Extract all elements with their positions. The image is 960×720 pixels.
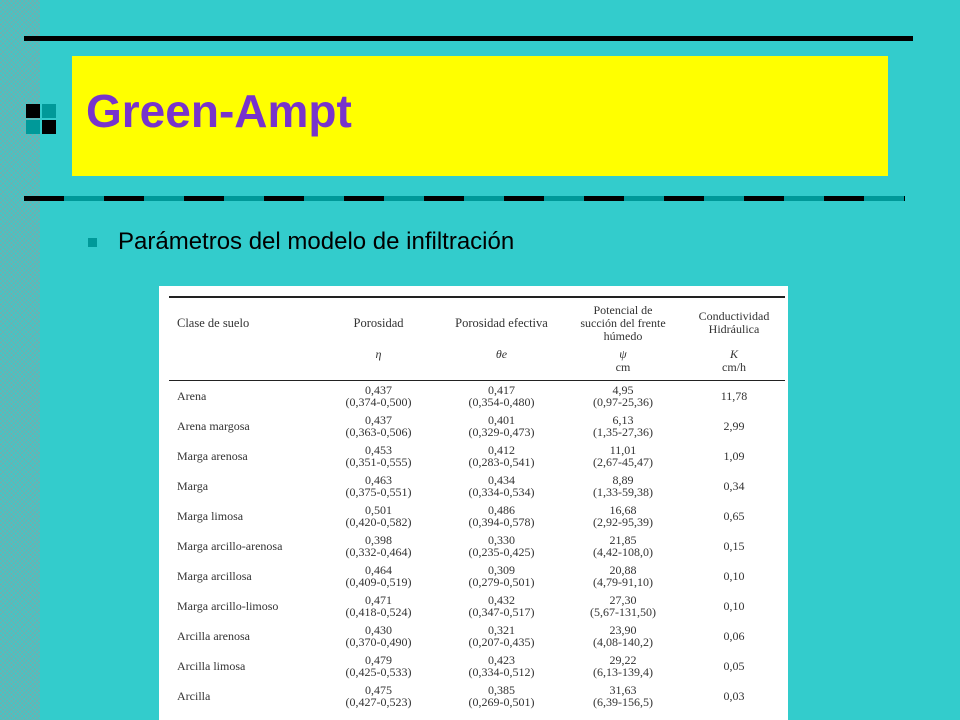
cell-conductivity: 2,99 [723,418,745,433]
cell-suction: 6,13 (1,35-27,36) [593,412,653,439]
cell-effective-porosity: 0,330 (0,235-0,425) [468,532,535,559]
cell-conductivity: 0,34 [723,478,745,493]
cell-soil-class: Marga arenosa [177,448,248,463]
cell-effective-porosity: 0,412 (0,283-0,541) [468,442,535,469]
cell-suction: 4,95 (0,97-25,36) [593,382,653,409]
cell-conductivity: 0,03 [723,688,745,703]
cell-suction: 23,90 (4,08-140,2) [593,622,653,649]
cell-effective-porosity: 0,486 (0,394-0,578) [468,502,535,529]
table-row [169,441,785,471]
cell-soil-class: Arena margosa [177,418,250,433]
cell-suction: 8,89 (1,33-59,38) [593,472,653,499]
cell-soil-class: Marga arcillo-arenosa [177,538,283,553]
cell-porosity: 0,437 (0,374-0,500) [345,382,412,409]
cell-conductivity: 0,15 [723,538,745,553]
table-row [169,531,785,561]
cell-effective-porosity: 0,309 (0,279-0,501) [468,562,535,589]
cell-porosity: 0,430 (0,370-0,490) [345,622,412,649]
cell-porosity: 0,398 (0,332-0,464) [345,532,412,559]
cell-porosity: 0,453 (0,351-0,555) [345,442,412,469]
cell-porosity: 0,437 (0,363-0,506) [345,412,412,439]
cell-suction: 16,68 (2,92-95,39) [593,502,653,529]
cell-conductivity: 0,10 [723,568,745,583]
header-conductivity: Conductividad Hidráulica [683,297,785,348]
cell-conductivity: 0,05 [723,658,745,673]
cell-suction: 29,22 (6,13-139,4) [593,652,653,679]
cell-porosity: 0,475 (0,427-0,523) [345,682,412,709]
cell-effective-porosity: 0,432 (0,347-0,517) [468,592,535,619]
symbol-conductivity: K cm/h [683,348,785,381]
table-row [169,651,785,681]
bullet-square-icon [88,238,97,247]
cell-effective-porosity: 0,417 (0,354-0,480) [468,382,535,409]
cell-porosity: 0,471 (0,418-0,524) [345,592,412,619]
slide-title: Green-Ampt [86,85,352,137]
cell-soil-class: Arcilla limosa [177,658,246,673]
table-row [169,471,785,501]
table-row [169,591,785,621]
cell-porosity: 0,464 (0,409-0,519) [345,562,412,589]
cell-suction: 21,85 (4,42-108,0) [593,532,653,559]
table-row [169,621,785,651]
header-effective-porosity: Porosidad efectiva [440,297,563,348]
symbol-effective-porosity: θe [440,348,563,381]
top-rule [24,36,913,41]
cell-effective-porosity: 0,423 (0,334-0,512) [468,652,535,679]
cell-soil-class: Arcilla [177,688,211,703]
cell-effective-porosity: 0,401 (0,329-0,473) [468,412,535,439]
cell-suction: 11,01 (2,67-45,47) [593,442,653,469]
cell-suction: 27,30 (5,67-131,50) [590,592,656,619]
dashed-divider [24,196,905,201]
cell-suction: 31,63 (6,39-156,5) [593,682,653,709]
symbol-porosity: η [317,348,440,381]
header-symbol-empty [169,348,317,381]
cell-soil-class: Marga limosa [177,508,244,523]
table-row [169,561,785,591]
cell-conductivity: 1,09 [723,448,745,463]
header-soil-class: Clase de suelo [169,297,317,348]
cell-soil-class: Arcilla arenosa [177,628,250,643]
symbol-suction: ψ cm [563,348,683,381]
decorative-squares-icon [24,104,56,136]
cell-porosity: 0,463 (0,375-0,551) [345,472,412,499]
cell-suction: 20,88 (4,79-91,10) [593,562,653,589]
header-suction: Potencial de succión del frente húmedo [563,297,683,348]
table-row [169,411,785,441]
header-porosity: Porosidad [317,297,440,348]
soil-parameters-table [169,296,785,711]
cell-effective-porosity: 0,385 (0,269-0,501) [468,682,535,709]
cell-soil-class: Arena [177,388,207,403]
cell-conductivity: 11,78 [720,388,748,403]
table-row [169,501,785,531]
cell-soil-class: Marga arcillosa [177,568,252,583]
cell-porosity: 0,479 (0,425-0,533) [345,652,412,679]
table-row [169,681,785,711]
cell-conductivity: 0,10 [723,598,745,613]
cell-soil-class: Marga [177,478,209,493]
cell-conductivity: 0,06 [723,628,745,643]
cell-soil-class: Marga arcillo-limoso [177,598,279,613]
soil-parameters-table-image [159,286,788,720]
cell-effective-porosity: 0,321 (0,207-0,435) [468,622,535,649]
table-row [169,381,785,412]
cell-conductivity: 0,65 [723,508,745,523]
cell-porosity: 0,501 (0,420-0,582) [345,502,412,529]
cell-effective-porosity: 0,434 (0,334-0,534) [468,472,535,499]
bullet-text: Parámetros del modelo de infiltración [118,228,515,255]
